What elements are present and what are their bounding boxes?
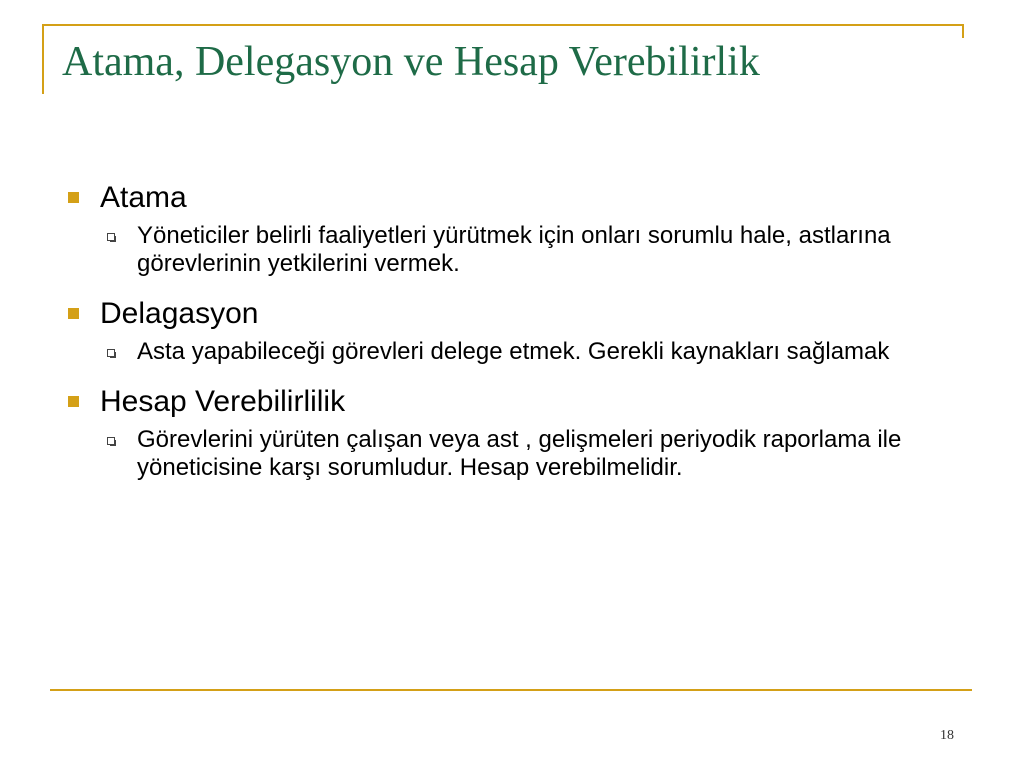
slide-title: Atama, Delegasyon ve Hesap Verebilirlik [62, 39, 760, 85]
sub-bullet-item [60, 338, 960, 366]
sub-bullet-item [60, 222, 960, 278]
sub-bullet-item [60, 426, 960, 482]
bullet-heading: Atama [100, 181, 187, 214]
bullet-group-delagasyon [60, 296, 960, 366]
page-number: 18 [940, 728, 954, 743]
sub-bullet-text: Görevlerini yürüten çalışan veya ast , gelişmeleri periyodik raporlama ile yöneticisine karşı sorumludur. Hesap verebilmelidir. [137, 426, 902, 481]
filled-square-bullet-icon [68, 192, 79, 203]
shadowed-square-bullet-icon [107, 437, 115, 445]
frame-left-line [42, 24, 44, 94]
bullet-group-atama [60, 180, 960, 278]
filled-square-bullet-icon [68, 308, 79, 319]
footer-divider [50, 689, 972, 691]
bullet-list [60, 180, 960, 500]
shadowed-square-bullet-icon [107, 349, 115, 357]
frame-top-line [42, 24, 964, 26]
filled-square-bullet-icon [68, 396, 79, 407]
bullet-item [60, 180, 960, 216]
bullet-heading: Delagasyon [100, 297, 259, 330]
bullet-item [60, 296, 960, 332]
frame-right-tick [962, 24, 964, 38]
sub-bullet-text: Asta yapabileceği görevleri delege etmek. Gerekli kaynakları sağlamak [137, 338, 890, 365]
bullet-item [60, 384, 960, 420]
bullet-group-hesap-verebilirlilik [60, 384, 960, 482]
sub-bullet-text: Yöneticiler belirli faaliyetleri yürütmek için onları sorumlu hale, astlarına görevlerinin yetkilerini vermek. [137, 222, 891, 277]
shadowed-square-bullet-icon [107, 233, 115, 241]
bullet-heading: Hesap Verebilirlilik [100, 385, 346, 418]
